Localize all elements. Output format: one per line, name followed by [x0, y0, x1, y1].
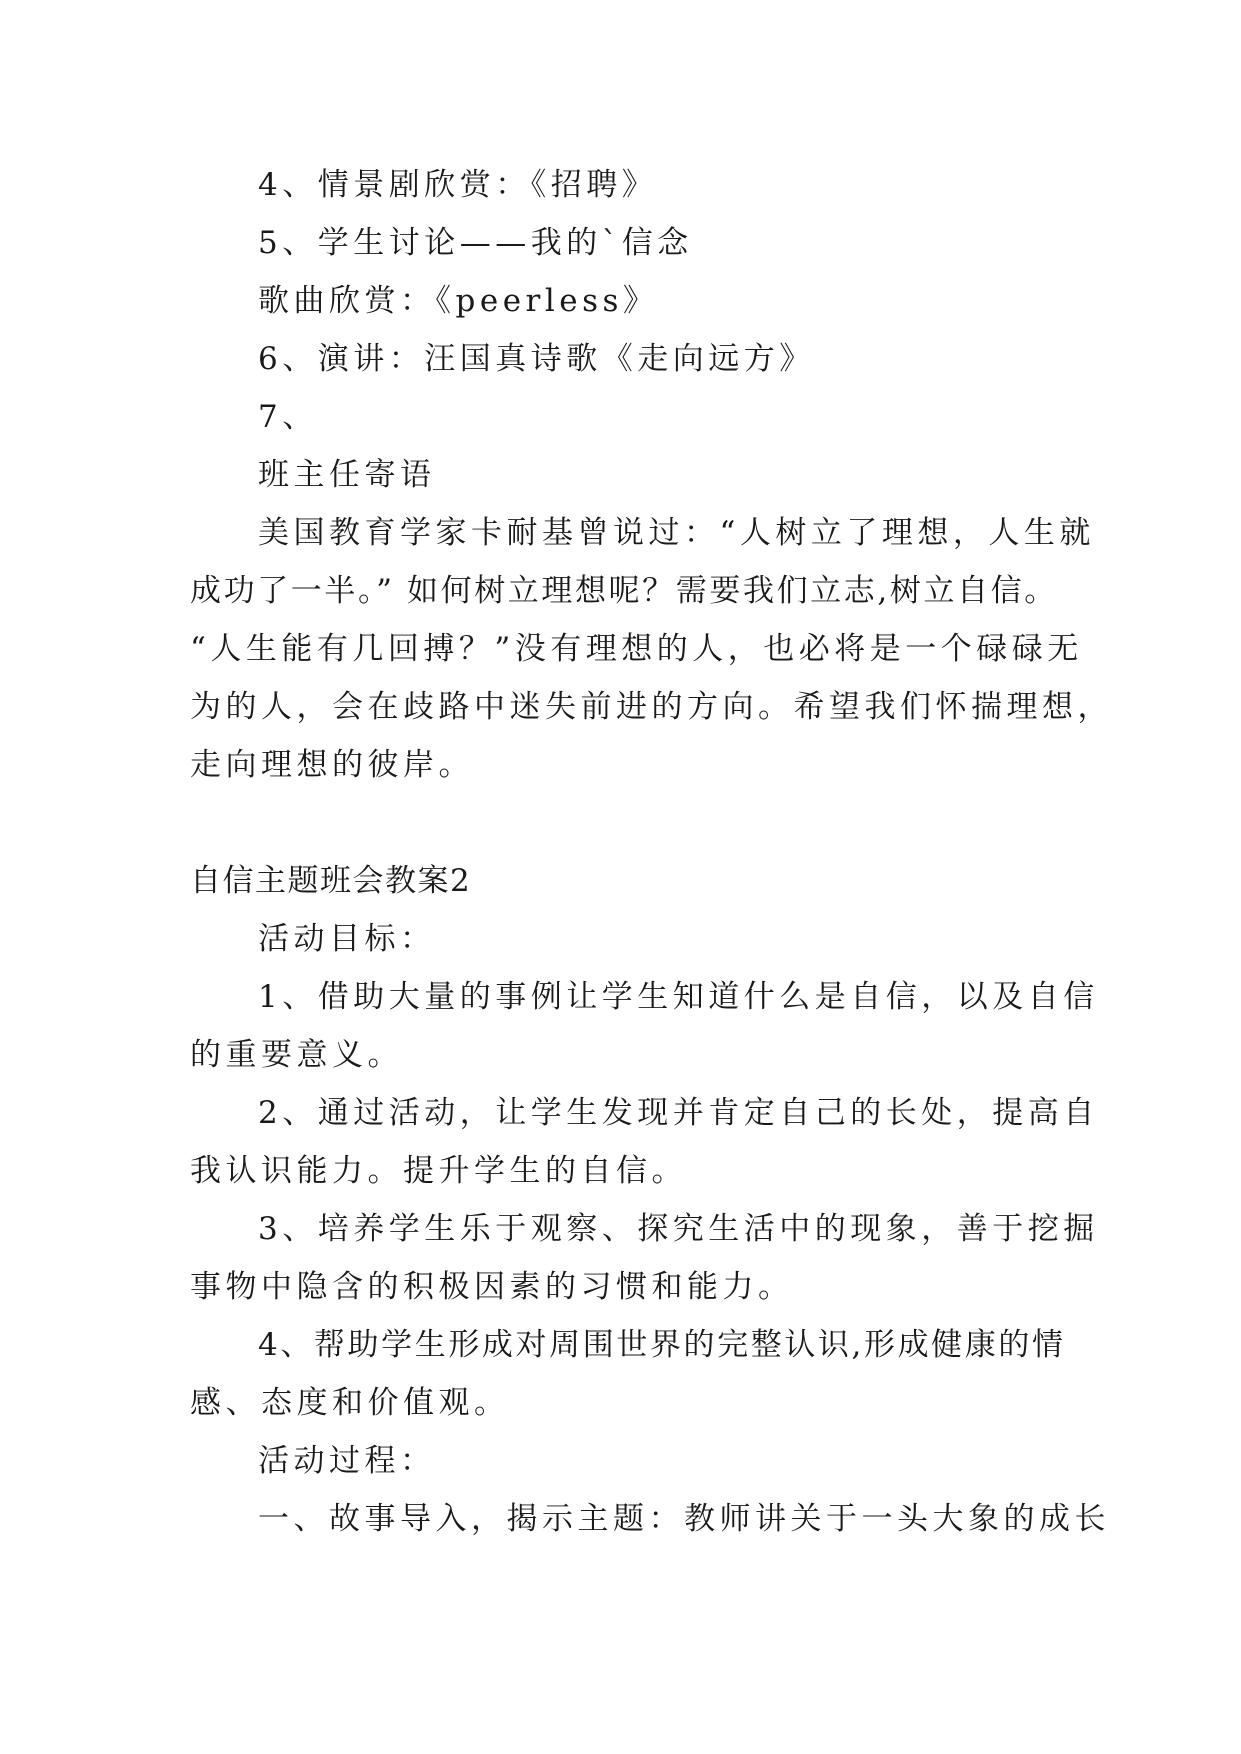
item-5: 5、学生讨论——我的`信念 [258, 225, 693, 261]
item-7: 7、 [258, 399, 318, 435]
item-4: 4、情景剧欣赏：《招聘》 [258, 167, 658, 203]
goal-line: 3、培养学生乐于观察、探究生活中的现象，善于挖掘 [258, 1211, 1099, 1247]
goal-line: 1、借助大量的事例让学生知道什么是自信，以及自信 [258, 979, 1099, 1015]
process-line: 一、故事导入，揭示主题：教师讲关于一头大象的成长 [258, 1501, 1110, 1537]
paragraph-line: 为的人，会在歧路中迷失前进的方向。希望我们怀揣理想， [190, 689, 1113, 725]
paragraph-line: 美国教育学家卡耐基曾说过：“人树立了理想，人生就 [258, 515, 1095, 551]
section-title: 自信主题班会教案2 [190, 863, 472, 899]
goal-line: 我认识能力。提升学生的自信。 [190, 1153, 687, 1189]
item-6: 6、演讲：汪国真诗歌《走向远方》 [258, 341, 815, 377]
teacher-message-heading: 班主任寄语 [258, 457, 436, 493]
goal-line: 事物中隐含的积极因素的习惯和能力。 [190, 1269, 794, 1305]
goal-line: 4、帮助学生形成对周围世界的完整认识,形成健康的情 [258, 1327, 1066, 1363]
goal-line: 2、通过活动，让学生发现并肯定自己的长处，提高自 [258, 1095, 1099, 1131]
process-heading: 活动过程： [258, 1443, 436, 1479]
paragraph-line: 成功了一半。” 如何树立理想呢？需要我们立志,树立自信。 [190, 573, 1058, 609]
song-appreciation: 歌曲欣赏：《peerless》 [258, 283, 659, 319]
paragraph-line: 走向理想的彼岸。 [190, 747, 474, 783]
paragraph-line: “人生能有几回搏？”没有理想的人，也必将是一个碌碌无 [190, 631, 1083, 667]
goals-heading: 活动目标： [258, 921, 436, 957]
goal-line: 的重要意义。 [190, 1037, 403, 1073]
goal-line: 感、态度和价值观。 [190, 1385, 510, 1421]
